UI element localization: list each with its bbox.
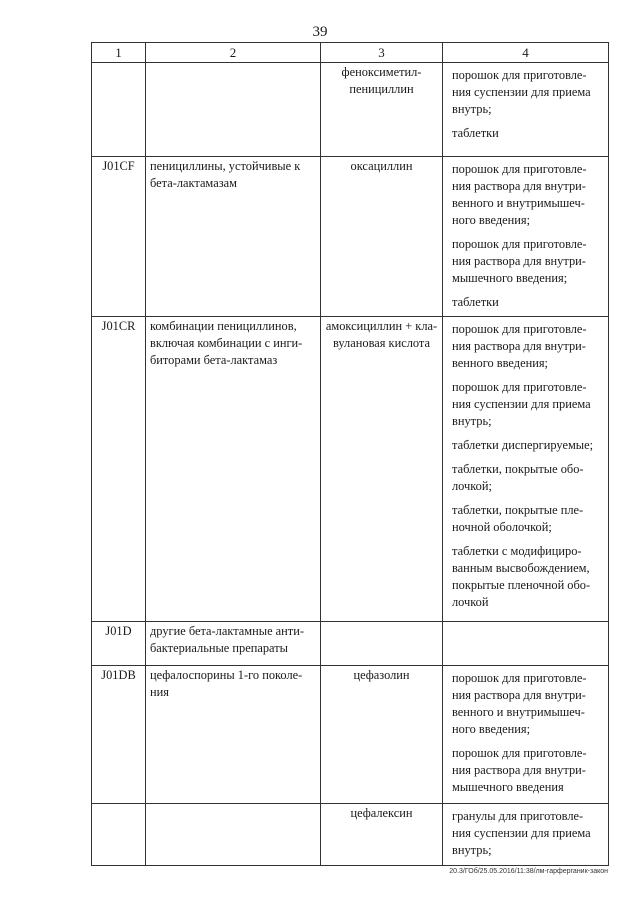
dosage-form: порошок для приготовле-ния раствора для внутри-венного и внутримышеч-ного введения; <box>452 162 587 227</box>
table-header-row <box>92 43 609 63</box>
dosage-forms <box>443 804 609 866</box>
dosage-forms <box>443 666 609 804</box>
group-name: комбинации пенициллинов, включая комбинации с инги-биторами бета-лактамаз <box>146 317 321 622</box>
dosage-form: порошок для приготовле-ния суспензии для приема внутрь; <box>452 68 591 116</box>
dosage-form: таблетки <box>452 295 499 309</box>
dosage-form: порошок для приготовле-ния раствора для внутри-венного введения; <box>452 322 587 370</box>
dosage-forms <box>443 63 609 157</box>
atc-code <box>92 63 146 157</box>
column-header: 2 <box>146 43 321 63</box>
table-row <box>92 622 609 666</box>
dosage-form: таблетки, покрытые обо-лочкой; <box>452 462 584 493</box>
drug-name: оксациллин <box>321 157 443 317</box>
table-row <box>92 63 609 157</box>
dosage-form: таблетки диспергируемые; <box>452 438 594 452</box>
table-row <box>92 804 609 866</box>
group-name: другие бета-лактамные анти-бактериальные препараты <box>146 622 321 666</box>
column-header: 4 <box>443 43 609 63</box>
dosage-forms <box>443 157 609 317</box>
atc-code <box>92 804 146 866</box>
table-row <box>92 157 609 317</box>
column-header: 3 <box>321 43 443 63</box>
dosage-form: порошок для приготовле-ния раствора для внутри-мышечного введения <box>452 746 587 794</box>
dosage-forms <box>443 622 609 666</box>
drug-name: феноксиметил-пенициллин <box>321 63 443 157</box>
drug-name: амоксициллин + кла-вулановая кислота <box>321 317 443 622</box>
atc-code: J01CF <box>92 157 146 317</box>
dosage-form: таблетки с модифициро-ванным высвобождением, покрытые пленочной обо-лочкой <box>452 544 591 609</box>
atc-code: J01D <box>92 622 146 666</box>
atc-code: J01DB <box>92 666 146 804</box>
dosage-forms <box>443 317 609 622</box>
dosage-form: порошок для приготовле-ния раствора для внутри-мышечного введения; <box>452 237 587 285</box>
group-name: цефалоспорины 1-го поколе-ния <box>146 666 321 804</box>
dosage-form: таблетки <box>452 126 499 140</box>
dosage-form: таблетки, покрытые пле-ночной оболочкой; <box>452 503 584 534</box>
page-number: 39 <box>312 24 328 40</box>
drug-name: цефалексин <box>321 804 443 866</box>
drug-name: цефазолин <box>321 666 443 804</box>
dosage-form: порошок для приготовле-ния суспензии для приема внутрь; <box>452 380 591 428</box>
footer-stamp: 20.3/ГОб/25.05.2016/11:38/лм-гарферганик-закон <box>449 868 608 875</box>
dosage-form: гранулы для приготовле-ния суспензии для приема внутрь; <box>452 809 591 857</box>
table-row <box>92 666 609 804</box>
column-header: 1 <box>92 43 146 63</box>
table-row <box>92 317 609 622</box>
group-name: пенициллины, устойчивые к бета-лактамазам <box>146 157 321 317</box>
group-name <box>146 63 321 157</box>
drug-table <box>91 42 609 866</box>
dosage-form: порошок для приготовле-ния раствора для внутри-венного и внутримышеч-ного введения; <box>452 671 587 736</box>
drug-name <box>321 622 443 666</box>
group-name <box>146 804 321 866</box>
atc-code: J01CR <box>92 317 146 622</box>
